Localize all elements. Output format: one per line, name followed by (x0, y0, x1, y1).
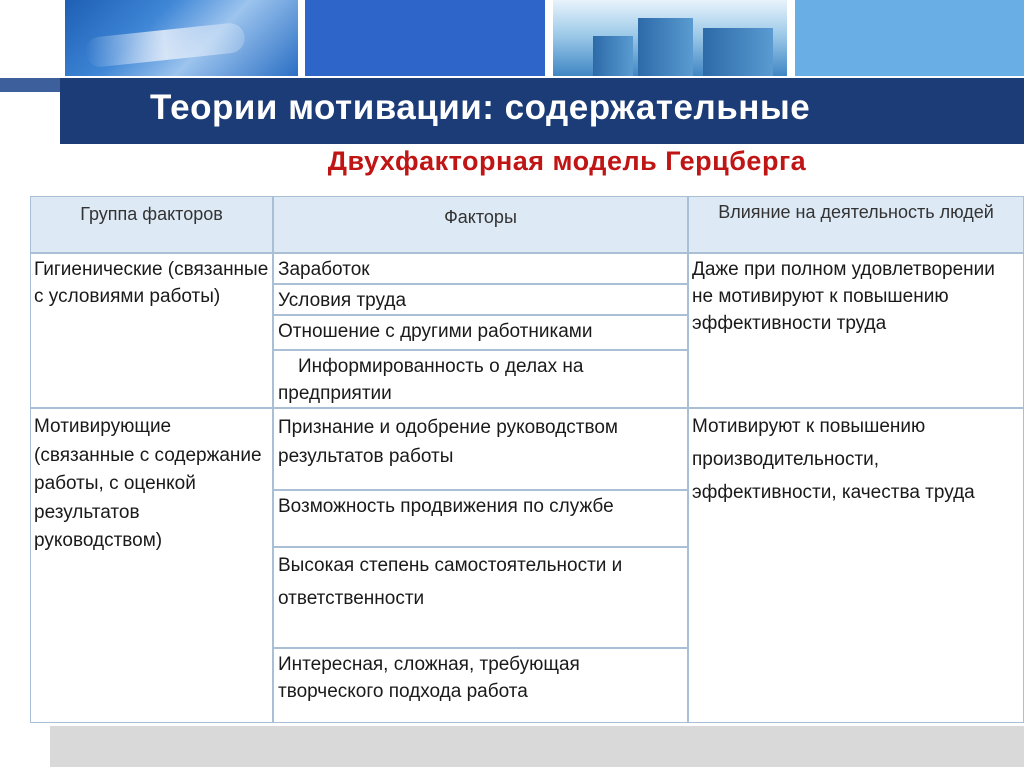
factor-conditions: Условия труда (273, 284, 688, 315)
factor-salary: Заработок (273, 253, 688, 284)
banner-image-buildings (553, 0, 787, 76)
page-title: Теории мотивации: содержательные (150, 88, 811, 127)
influence-hygienic: Даже при полном удовлетворении не мотивируют к повышению эффективности труда (688, 253, 1024, 408)
group-motivating: Мотивирующие (связанные с содержание работы, с оценкой результатов руководством) (30, 408, 273, 723)
banner-blue-block (305, 0, 545, 76)
header-factors: Факторы (273, 196, 688, 253)
factor-recognition: Признание и одобрение руководством результатов работы (273, 408, 688, 490)
banner-image-hands (65, 0, 298, 76)
title-accent (0, 78, 60, 92)
group-hygienic: Гигиенические (связанные с условиями работы) (30, 253, 273, 408)
factor-promotion: Возможность продвижения по службе (273, 490, 688, 547)
factor-autonomy: Высокая степень самостоятельности и ответственности (273, 547, 688, 648)
footer-bar (50, 726, 1024, 767)
header-group: Группа факторов (30, 196, 273, 253)
factor-relations: Отношение с другими работниками (273, 315, 688, 350)
header-influence: Влияние на деятельность людей (688, 196, 1024, 253)
influence-motivating: Мотивируют к повышению производительности, эффективности, качества труда (688, 408, 1024, 723)
page-subtitle: Двухфакторная модель Герцберга (327, 146, 807, 176)
banner-light-block (795, 0, 1024, 76)
title-left-notch (0, 92, 60, 144)
header-banner (0, 0, 1024, 80)
factor-interesting-work: Интересная, сложная, требующая творческого подхода работа (273, 648, 688, 723)
herzberg-table (30, 196, 1024, 723)
factor-awareness: Информированность о делах на предприятии (273, 350, 688, 408)
